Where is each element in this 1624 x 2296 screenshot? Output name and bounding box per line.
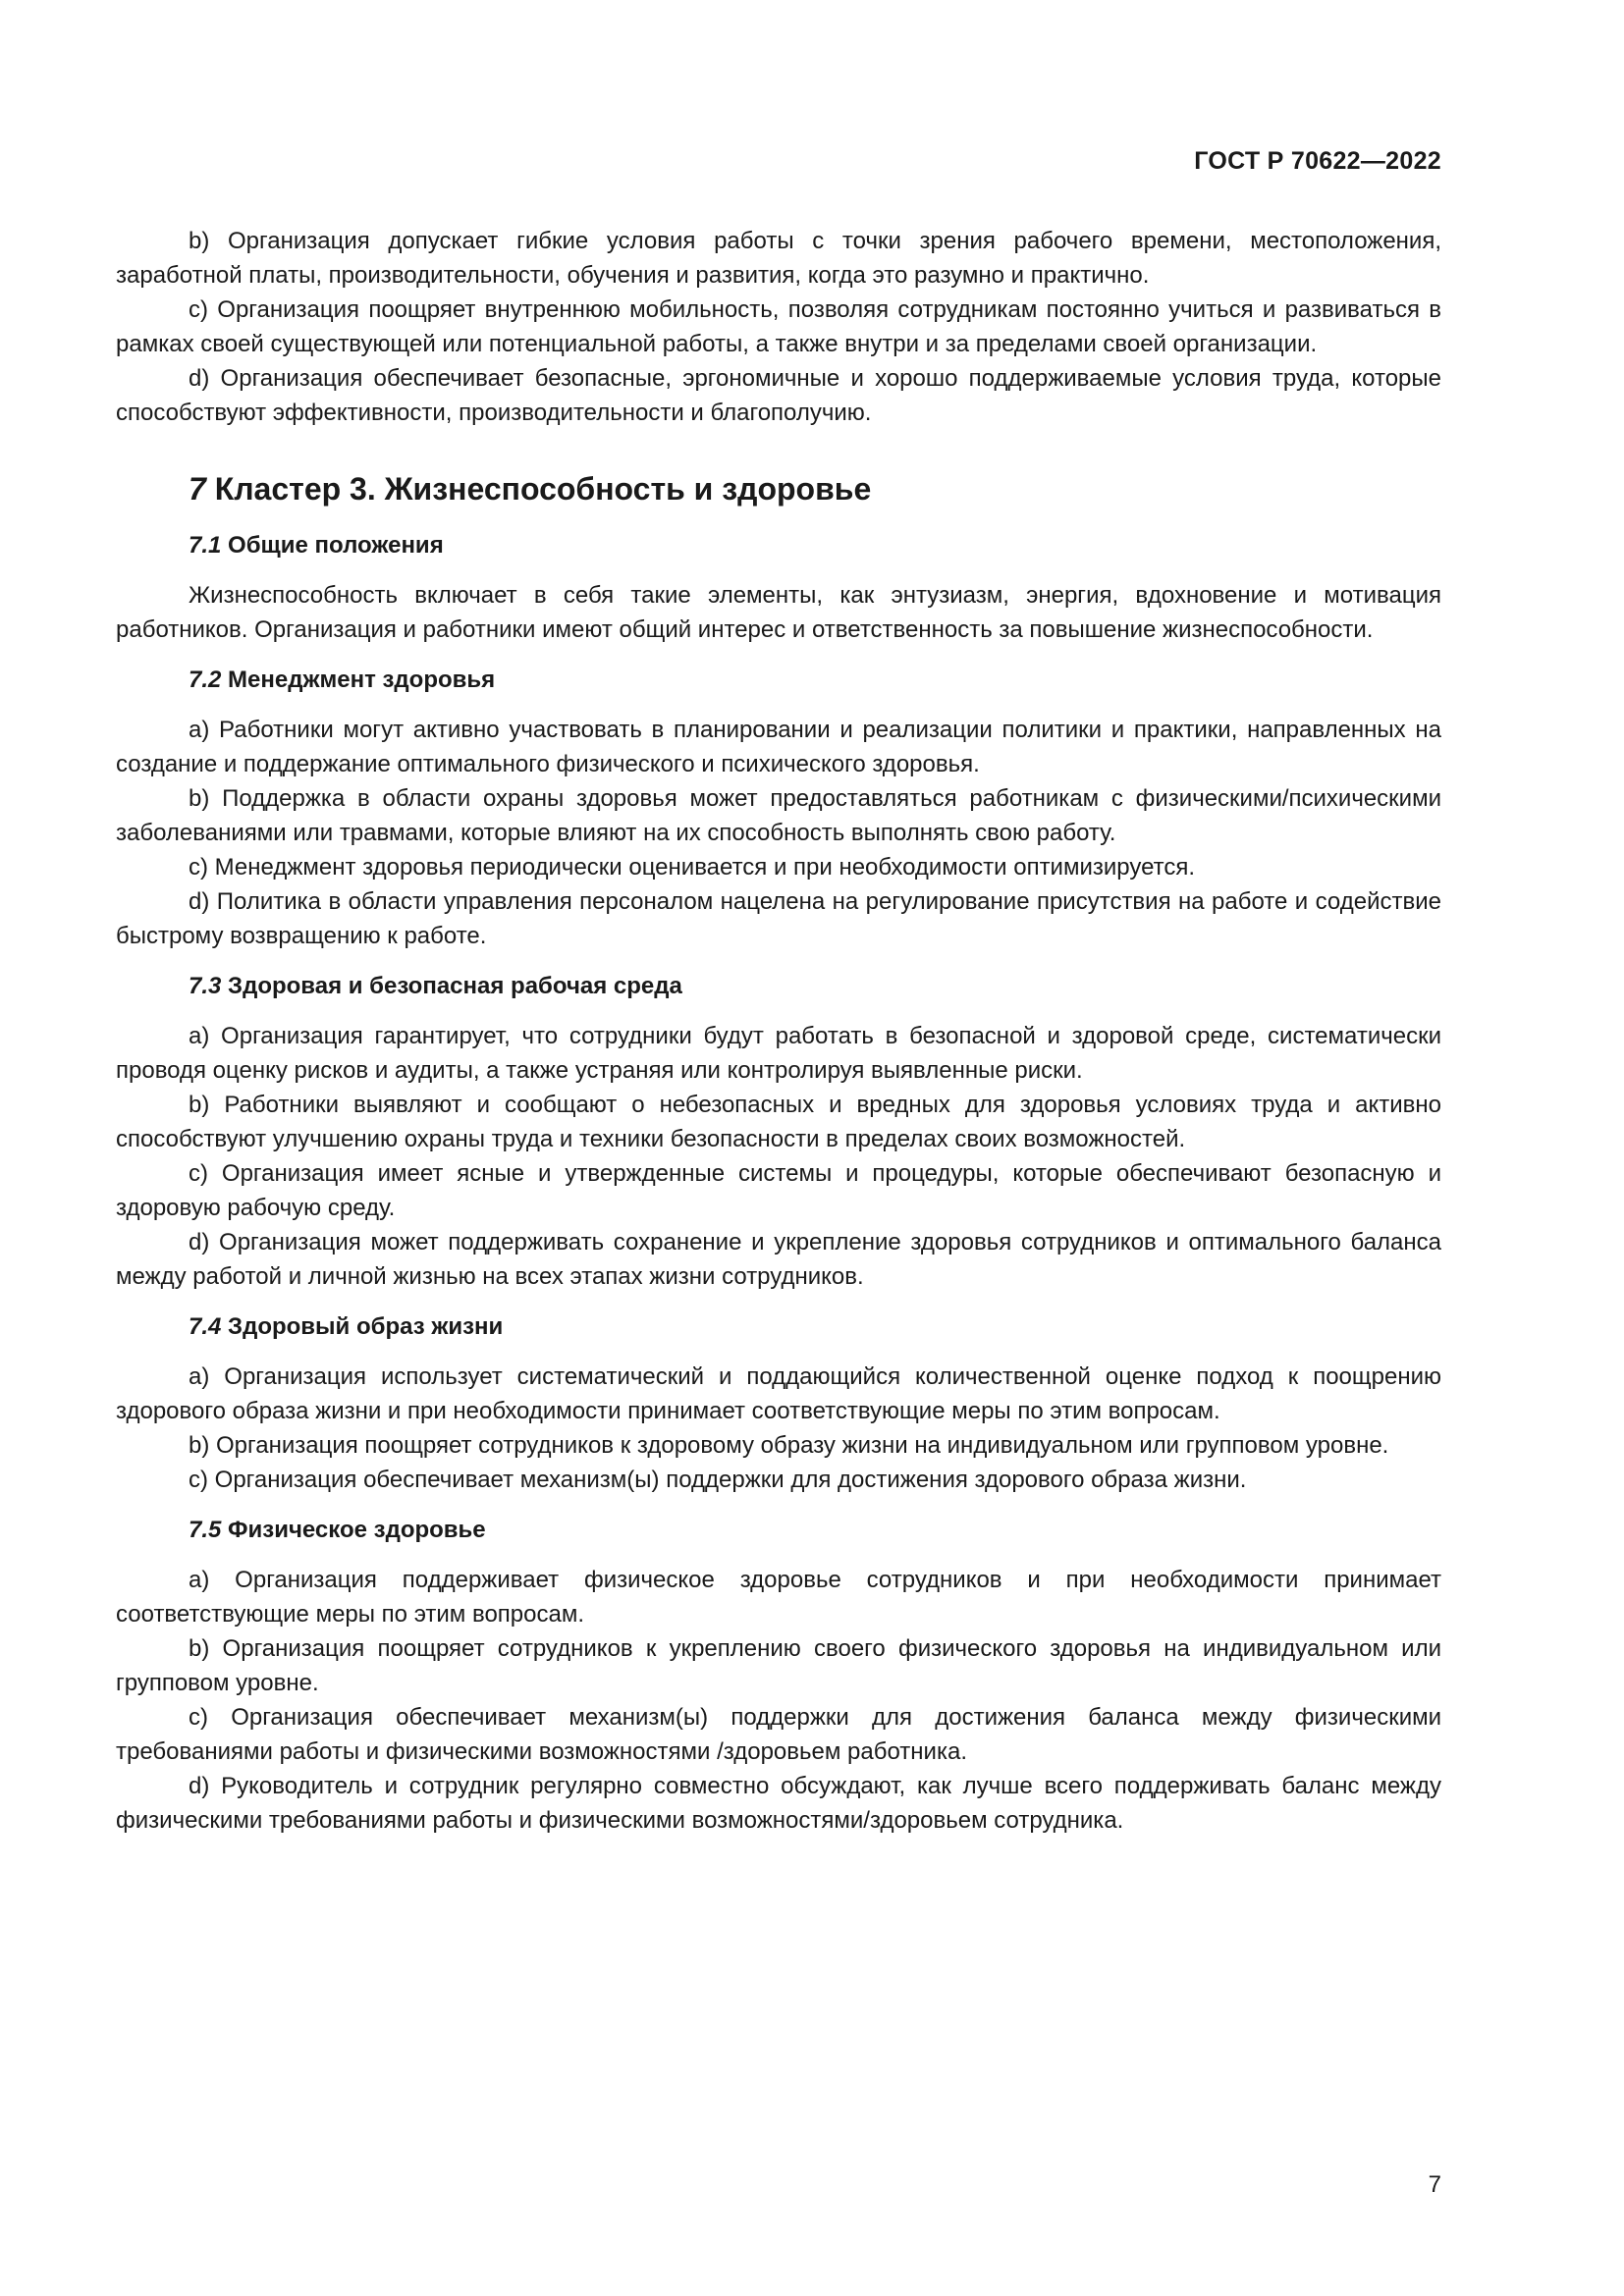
subsection-number: 7.3 — [189, 973, 222, 999]
subsection-title: Менеджмент здоровья — [228, 667, 496, 693]
section-heading — [189, 469, 1441, 508]
subsection-heading — [189, 663, 1441, 697]
paragraph: c) Организация обеспечивает механизм(ы) поддержки для достижения баланса между физическими требованиями работы и физическими возможностями /здоровьем работника. — [116, 1704, 1441, 1765]
paragraph: b) Организация поощряет сотрудников к здоровому образу жизни на индивидуальном или групповом уровне. — [189, 1432, 1389, 1459]
subsection-number: 7.5 — [189, 1517, 222, 1543]
paragraph: a) Работники могут активно участвовать в планировании и реализации политики и практики, направленных на создание и поддержание оптимального физического и психического здоровья. — [116, 717, 1441, 777]
paragraph: d) Политика в области управления персоналом нацелена на регулирование присутствия на работе и содействие быстрому возвращению к работе. — [116, 888, 1441, 949]
paragraph: a) Организация использует систематический и поддающийся количественной оценке подход к поощрению здорового образа жизни и при необходимости принимает соответствующие меры по этим вопросам. — [116, 1363, 1441, 1424]
subsection-title: Общие положения — [228, 532, 444, 559]
document-id: ГОСТ Р 70622—2022 — [1194, 147, 1441, 175]
subsection-heading — [189, 1309, 1441, 1344]
page-number: 7 — [1428, 2171, 1441, 2198]
subsection-title: Физическое здоровье — [228, 1517, 486, 1543]
subsection-title: Здоровая и безопасная рабочая среда — [228, 973, 682, 999]
paragraph: d) Руководитель и сотрудник регулярно совместно обсуждают, как лучше всего поддерживать баланс между физическими требованиями работы и физическими возможностями/здоровьем сотрудника. — [116, 1773, 1441, 1834]
paragraph: c) Организация имеет ясные и утвержденные системы и процедуры, которые обеспечивают безопасную и здоровую рабочую среду. — [116, 1160, 1441, 1221]
subsection-heading — [189, 1513, 1441, 1547]
subsection-number: 7.4 — [189, 1313, 222, 1340]
paragraph: d) Организация обеспечивает безопасные, эргономичные и хорошо поддерживаемые условия труда, которые способствуют эффективности, производительности и благополучию. — [116, 365, 1441, 426]
section-number: 7 — [189, 471, 206, 507]
paragraph: Жизнеспособность включает в себя такие элементы, как энтузиазм, энергия, вдохновение и мотивация работников. Организация и работники имеют общий интерес и ответственность за повышение жизнеспособности. — [116, 582, 1441, 643]
paragraph: b) Организация допускает гибкие условия работы с точки зрения рабочего времени, местоположения, заработной платы, производительности, обучения и развития, когда это разумно и практично. — [116, 228, 1441, 289]
subsection-heading — [189, 969, 1441, 1003]
subsection-number: 7.1 — [189, 532, 222, 559]
subsection-title: Здоровый образ жизни — [228, 1313, 504, 1340]
paragraph: c) Организация поощряет внутреннюю мобильность, позволяя сотрудникам постоянно учиться и развиваться в рамках своей существующей или потенциальной работы, а также внутри и за пределами своей организации. — [116, 296, 1441, 357]
paragraph: a) Организация поддерживает физическое здоровье сотрудников и при необходимости принимает соответствующие меры по этим вопросам. — [116, 1567, 1441, 1628]
paragraph: b) Поддержка в области охраны здоровья может предоставляться работникам с физическими/психическими заболеваниями или травмами, которые влияют на их способность выполнять свою работу. — [116, 785, 1441, 846]
paragraph: b) Организация поощряет сотрудников к укреплению своего физического здоровья на индивидуальном или групповом уровне. — [116, 1635, 1441, 1696]
paragraph: b) Работники выявляют и сообщают о небезопасных и вредных для здоровья условиях труда и активно способствуют улучшению охраны труда и техники безопасности в пределах своих возможностей. — [116, 1092, 1441, 1152]
paragraph: a) Организация гарантирует, что сотрудники будут работать в безопасной и здоровой среде, систематически проводя оценку рисков и аудиты, а также устраняя или контролируя выявленные риски. — [116, 1023, 1441, 1084]
paragraph: d) Организация может поддерживать сохранение и укрепление здоровья сотрудников и оптимального баланса между работой и личной жизнью на всех этапах жизни сотрудников. — [116, 1229, 1441, 1290]
subsection-heading — [189, 528, 1441, 562]
paragraph: c) Менеджмент здоровья периодически оценивается и при необходимости оптимизируется. — [189, 854, 1196, 881]
section-title: Кластер 3. Жизнеспособность и здоровье — [214, 471, 872, 507]
document-body — [116, 224, 1441, 1838]
subsection-number: 7.2 — [189, 667, 222, 693]
paragraph: c) Организация обеспечивает механизм(ы) поддержки для достижения здорового образа жизни. — [189, 1467, 1247, 1493]
